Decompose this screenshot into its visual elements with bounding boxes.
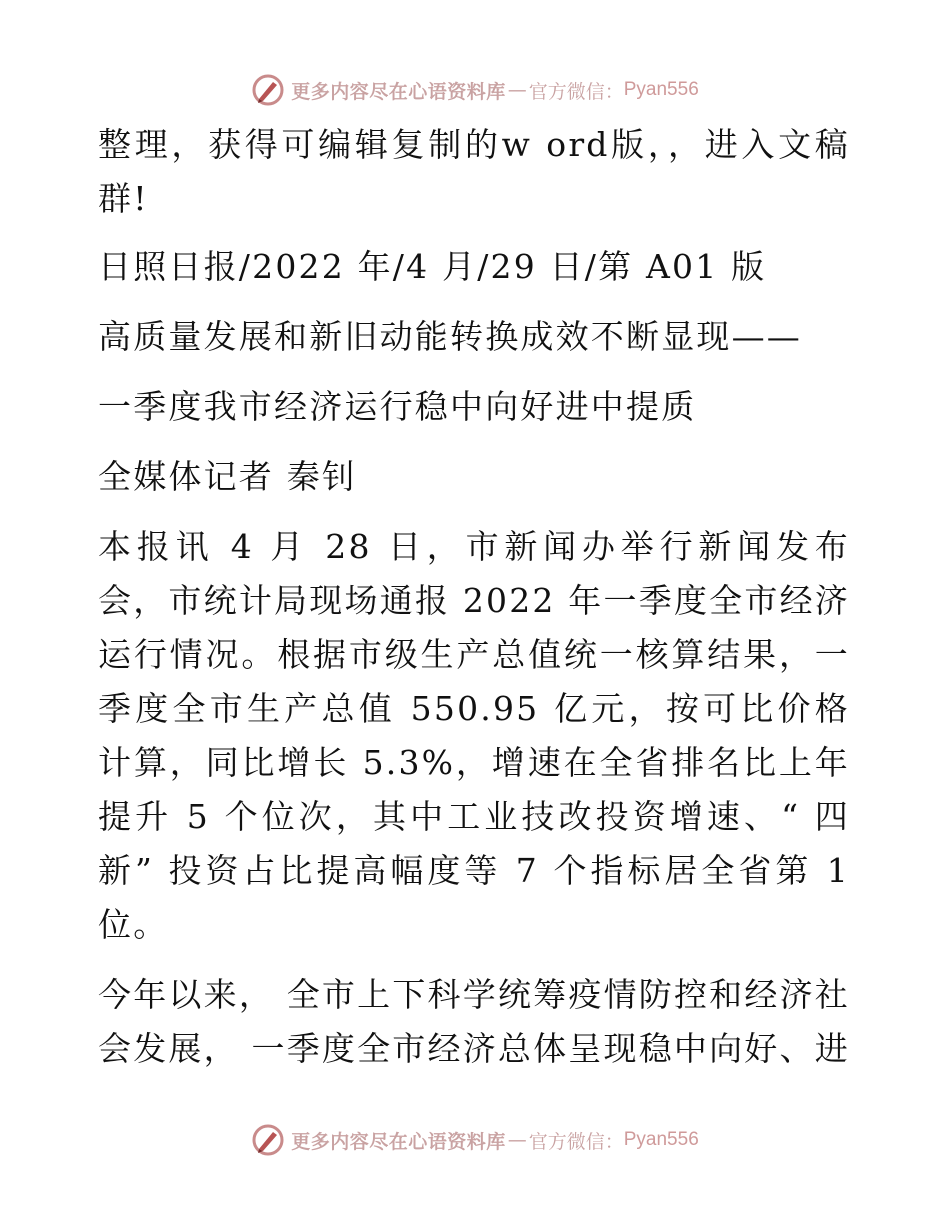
- banner-wechat-label: 官方微信：: [528, 80, 624, 103]
- paragraph-2: 今年以来， 全市上下科学统筹疫情防控和经济社会发展， 一季度全市经济总体呈现稳中向好、进: [98, 975, 850, 1068]
- banner-dash: —: [507, 1129, 527, 1151]
- pen-logo-icon: [251, 1123, 285, 1157]
- banner-text: 更多内容尽在心语资料库: [291, 80, 506, 103]
- headline-line-2: 一季度我市经济运行稳中向好进中提质: [98, 387, 697, 426]
- banner-dash: —: [507, 79, 527, 101]
- intro-line: 整理，获得可编辑复制的w ord版，，进入文稿群!: [98, 125, 850, 218]
- byline: 全媒体记者 秦钊: [98, 457, 358, 496]
- banner-wechat-id: Pyan556: [623, 79, 699, 100]
- headline-line-1: 高质量发展和新旧动能转换成效不断显现——: [98, 317, 802, 356]
- banner-wechat-label: 官方微信：: [528, 1130, 624, 1153]
- document-body: [98, 118, 850, 1076]
- paragraph-1: 本报讯 4 月 28 日，市新闻办举行新闻发布会，市统计局现场通报 2022 年一季度全市经济运行情况。根据市级生产总值统一核算结果，一季度全市生产总值 550.95 亿元，按可比价格计算，同比增长 5.3%，增速在全省排名比上年提升 5 个位次，其中工业技改投资增速、“ 四新” 投资占比提高幅度等 7 个指标居全省第 1 位。: [98, 527, 850, 944]
- watermark-banner-bottom: [0, 1122, 950, 1158]
- banner-wechat-id: Pyan556: [623, 1129, 699, 1150]
- pen-logo-icon: [251, 73, 285, 107]
- source-line: 日照日报/2022 年/4 月/29 日/第 A01 版: [98, 247, 767, 286]
- banner-text: 更多内容尽在心语资料库: [291, 1130, 506, 1153]
- watermark-banner-top: [0, 72, 950, 108]
